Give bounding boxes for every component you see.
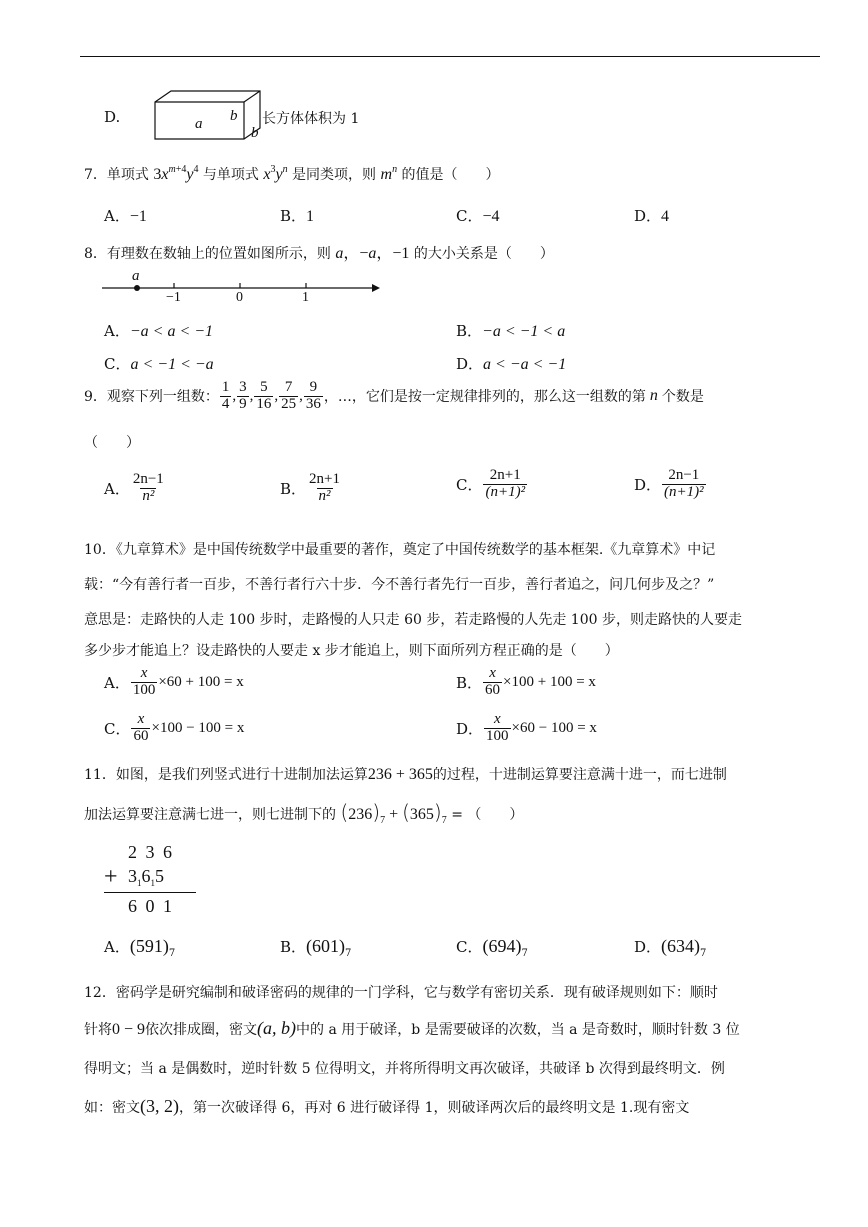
cuboid-caption: 长方体体积为 1 <box>262 111 360 127</box>
vertical-addend-1: 2 3 6 <box>128 842 174 862</box>
q7-number: 7． <box>84 167 107 183</box>
vertical-plus-sign: + <box>104 864 118 890</box>
cuboid-label-b-depth: b <box>251 125 259 141</box>
q7-option-a[interactable]: A．−1 <box>104 207 147 225</box>
q9-option-d[interactable]: D． $\frac{2n-1}{\text{(n+1)²}}$ <box>634 467 704 500</box>
vertical-result: 6 0 1 <box>128 896 174 916</box>
q7-option-b[interactable]: B．1 <box>280 207 315 225</box>
q8-option-b[interactable]: B．−a < −1 < a <box>456 322 566 340</box>
q9-text-2: ，…，它们是按一定规律排列的，那么这一组数的第 <box>323 389 646 406</box>
vertical-addend-2: $3_16_15$ <box>128 866 164 888</box>
q10-option-c[interactable]: C． $\frac{x}{60}$ ×100 − 100 = x <box>104 711 245 744</box>
q7-stem: 7．单项式 $3x^{m+4}y^4$ 与单项式 $x^3y^n$ 是同类项，则 $m^n$ 的值是（ ） <box>84 164 500 183</box>
q10-option-d[interactable]: D． $\frac{x}{100}$ ×60 − 100 = x <box>456 711 597 744</box>
tick-label-0: 0 <box>236 290 243 305</box>
q12-line-3: 得明文；当 a 是偶数时，逆时针数 5 位得明文，并将所得明文再次破译，共破译 b 次得到最终明文．例 <box>84 1061 725 1077</box>
q10-line-4: 多少步才能追上？设走路快的人要走 x 步才能追上，则下面所列方程正确的是（ ） <box>84 643 619 659</box>
q6-option-d-label: D. <box>104 108 121 126</box>
q12-line-1: 12．密码学是研究编制和破译密码的规律的一门学科，它与数学有密切关系．现有破译规则如下：顺时 <box>84 985 718 1001</box>
q8-number: 8． <box>84 246 107 262</box>
q9-paren: （ ） <box>84 435 140 451</box>
q10-option-b[interactable]: B． $\frac{x}{60}$ ×100 + 100 = x <box>456 665 596 698</box>
q10-line-3: 意思是：走路快的人走 100 步时，走路慢的人只走 60 步，若走路慢的人先走 100 步，则走路快的人要走 <box>84 612 742 628</box>
q11-option-a[interactable]: A．$(591)_7$ <box>104 936 176 959</box>
q9-frac-3: $\frac{5}{16}$ <box>256 379 272 412</box>
q11-option-c[interactable]: C．$(694)_7$ <box>456 936 528 959</box>
q8-option-c[interactable]: C．a < −1 < −a <box>104 355 214 373</box>
q7-option-d[interactable]: D．4 <box>634 207 670 225</box>
cuboid-label-b-height: b <box>230 108 238 124</box>
tick-label-neg1: −1 <box>166 290 181 305</box>
q9-option-c[interactable]: C． $\frac{2n+1}{\text{(n+1)²}}$ <box>456 467 526 500</box>
header-rule <box>80 56 820 57</box>
q12-line-2: 针将0 − 9依次排成圈，密文(a, b)中的 a 用于破译，b 是需要破译的次数，当 a 是奇数时，顺时针数 3 位 <box>84 1018 740 1038</box>
q9-option-b[interactable]: B． $\frac{2n+1}{\text{n²}}$ <box>280 471 340 504</box>
q8-text-1: 有理数在数轴上的位置如图所示，则 <box>106 246 331 262</box>
q7-option-c[interactable]: C．−4 <box>456 207 500 225</box>
q10-option-a[interactable]: A． $\frac{x}{100}$ ×60 + 100 = x <box>104 665 244 698</box>
q11-option-b[interactable]: B．$(601)_7$ <box>280 936 352 959</box>
q9-option-a[interactable]: A． $\frac{2n-1}{\text{n²}}$ <box>104 471 164 504</box>
q11-line-1: 11．如图，是我们列竖式进行十进制加法运算236 + 365的过程，十进制运算要注意满十进一，而七进制 <box>84 766 727 783</box>
q7-text-1: 单项式 <box>106 167 149 183</box>
q7-text-4: 的值是（ ） <box>401 167 500 183</box>
q8-option-a[interactable]: A．−a < a < −1 <box>104 322 214 340</box>
q9-frac-4: $\frac{7}{25}$ <box>281 379 297 412</box>
number-line-point-a: a <box>132 268 140 284</box>
q7-text-2: 与单项式 <box>202 167 259 183</box>
q8-stem: 8．有理数在数轴上的位置如图所示，则 a，−a，−1 的大小关系是（ ） <box>84 245 554 262</box>
q9-text-1: 观察下列一组数： <box>106 389 219 406</box>
q9-text-3: 个数是 <box>661 389 704 406</box>
q10-line-2: 载：“今有善行者一百步，不善行者行六十步．今不善行者先行一百步，善行者追之，问几何步及之？” <box>84 577 715 593</box>
q9-stem: 9． 观察下列一组数： $\frac{1}{4}$ , $\frac{3}{9}$ , $\frac{5}{16}$ , $\frac{7}{25}$ , $\frac{9}{36}$ ，…，它们是按一定规律排列的，那么这一组数的第 n 个数是 <box>84 379 704 412</box>
q10-line-1: 10．《九章算术》是中国传统数学中最重要的著作，奠定了中国传统数学的基本框架.《九章算术》中记 <box>84 542 716 558</box>
q11-line-2: 加法运算要注意满七进一，则七进制下的 $(236)_7 + (365)_7$ = （ ） <box>84 800 524 826</box>
q9-frac-1: $\frac{1}{4}$ <box>221 379 230 412</box>
q7-text-3: 是同类项，则 <box>292 167 377 183</box>
q8-text-2: 的大小关系是（ ） <box>413 246 554 262</box>
q8-option-d[interactable]: D．a < −a < −1 <box>456 355 567 373</box>
q9-number: 9． <box>84 389 107 406</box>
tick-label-1: 1 <box>302 290 309 305</box>
q9-frac-5: $\frac{9}{36}$ <box>305 379 321 412</box>
cuboid-label-a: a <box>195 116 203 132</box>
q11-option-d[interactable]: D．$(634)_7$ <box>634 936 707 959</box>
q9-frac-2: $\frac{3}{9}$ <box>239 379 247 412</box>
vertical-sum-rule <box>104 892 196 893</box>
q12-line-4: 如：密文(3, 2)，第一次破译得 6，再对 6 进行破译得 1，则破译两次后的最终明文是 1.现有密文 <box>84 1096 690 1116</box>
